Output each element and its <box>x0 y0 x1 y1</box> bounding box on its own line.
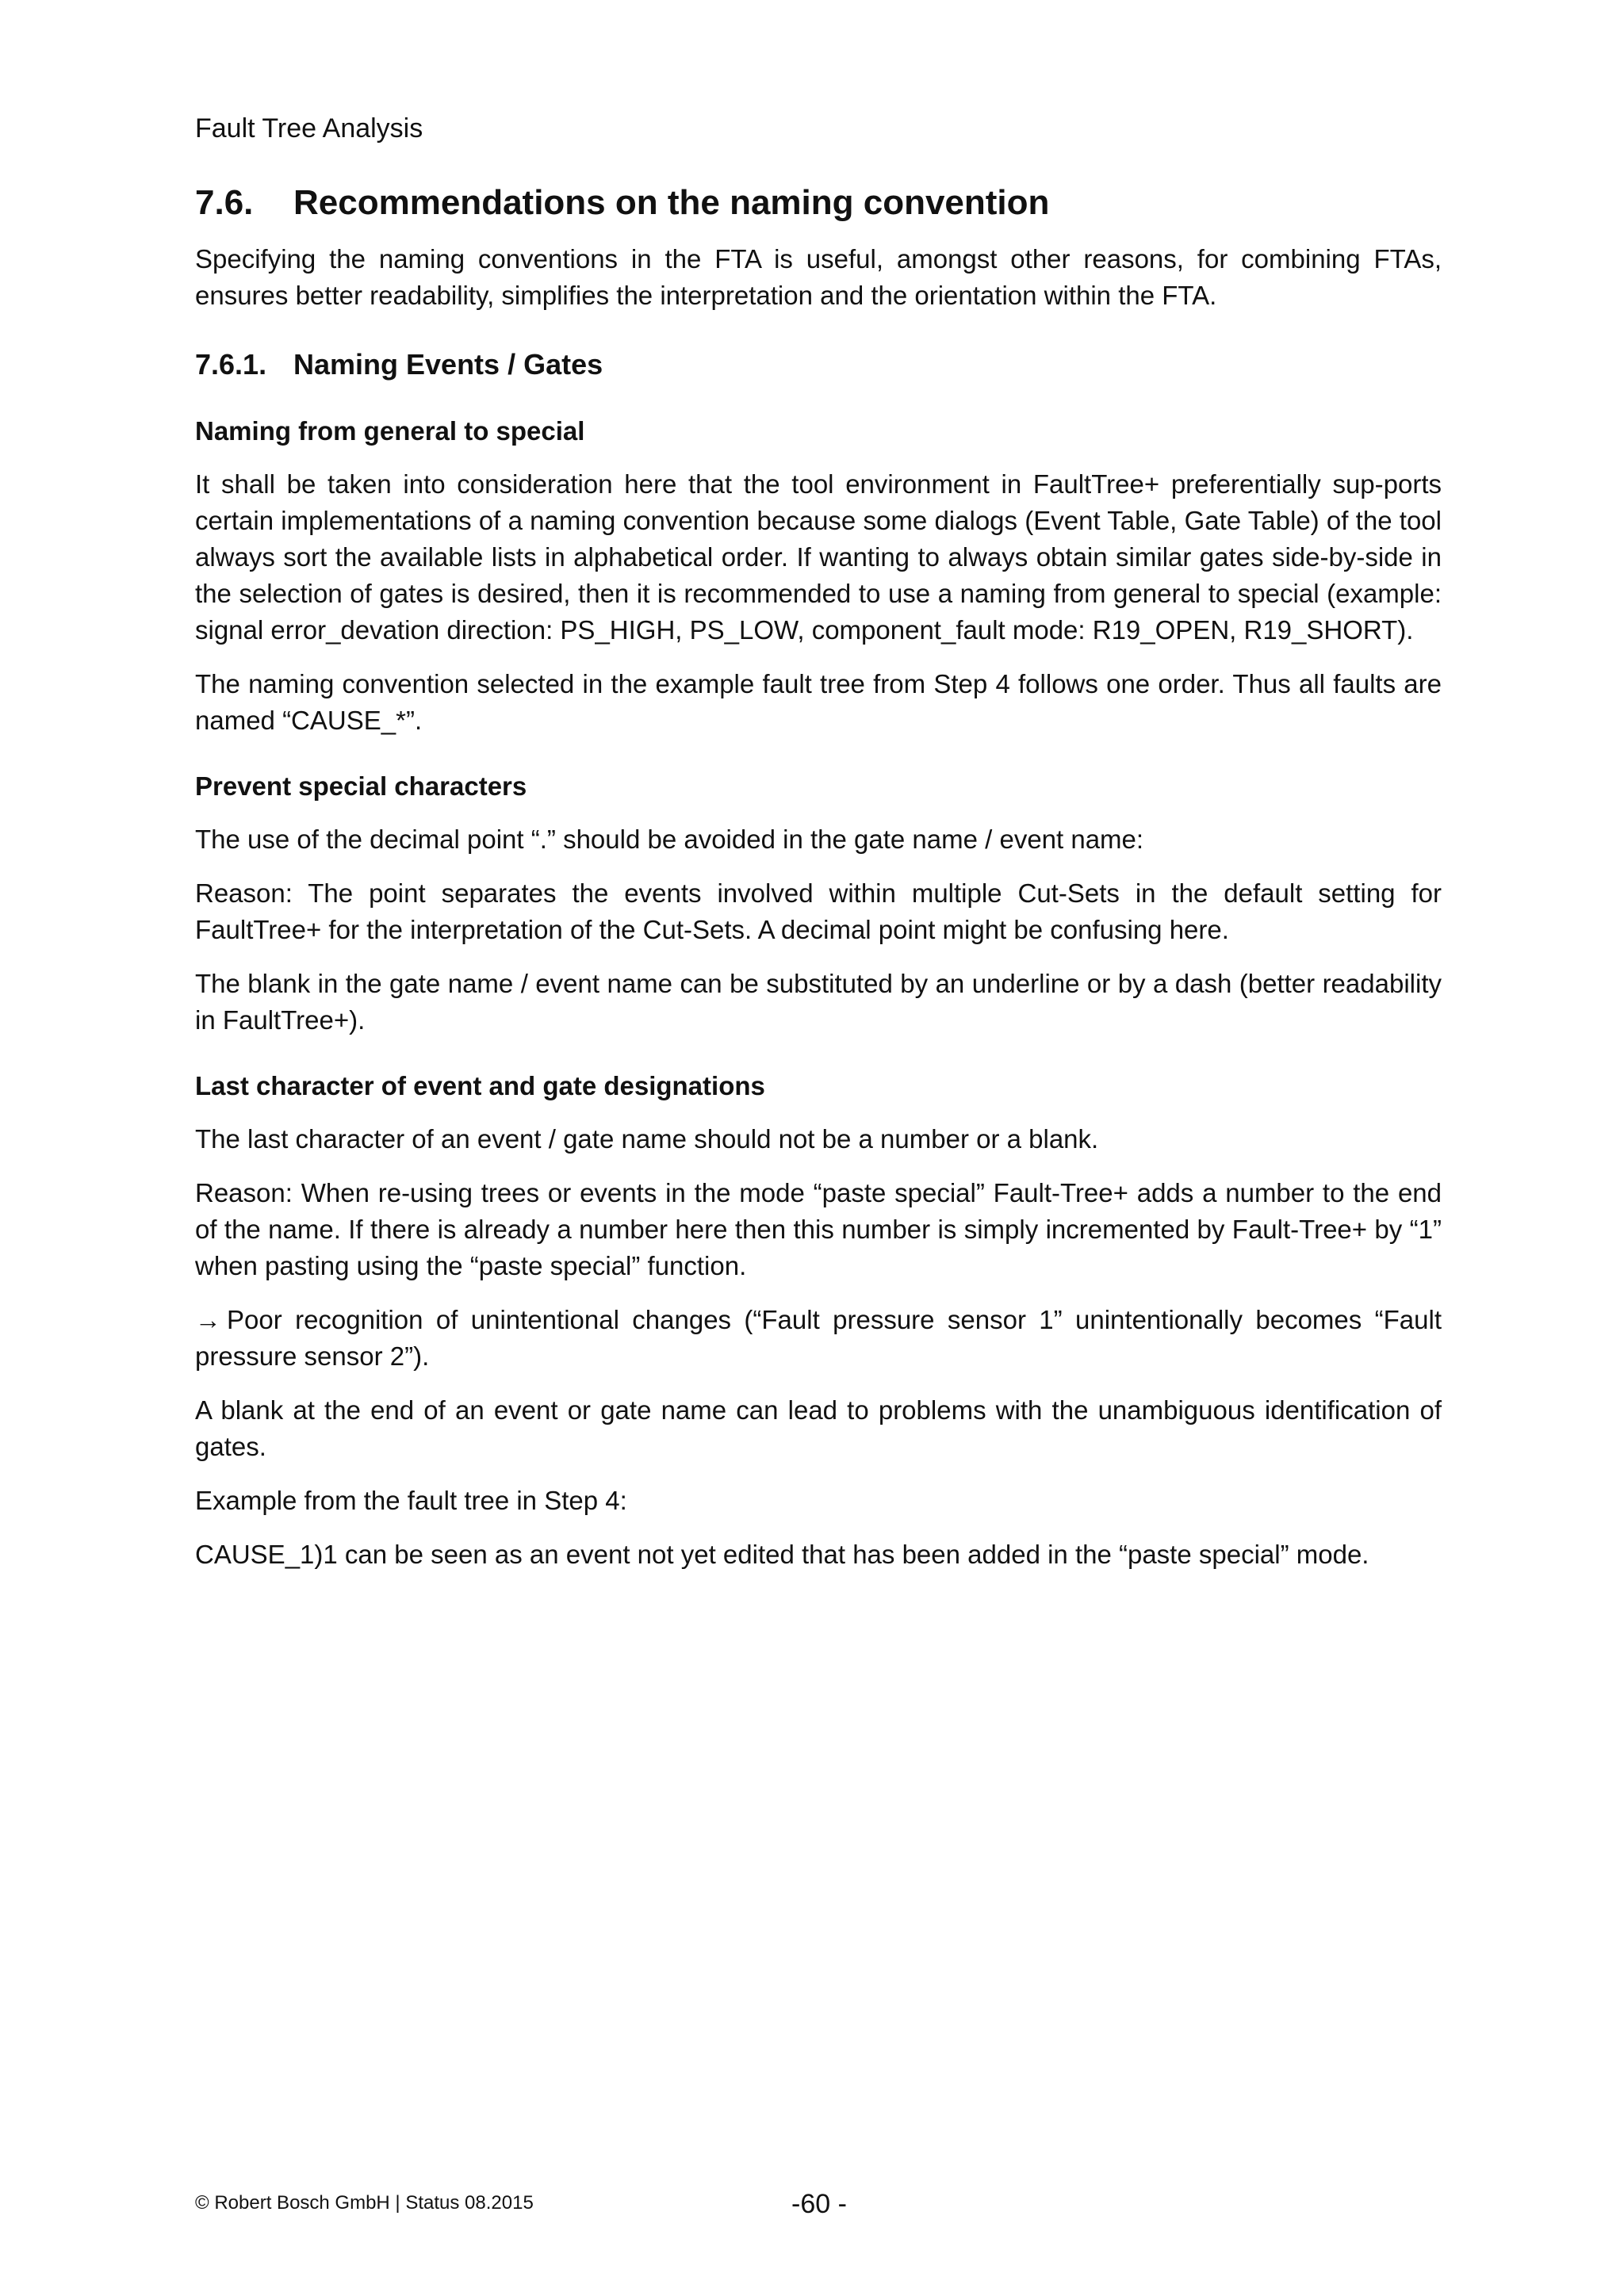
section-title: Recommendations on the naming convention <box>293 183 1050 222</box>
paragraph-arrow <box>195 1302 1442 1375</box>
paragraph: Reason: When re-using trees or events in the mode “paste special” Fault-Tree+ adds a number to the end of the name. If there is already a number here then this number is simply incremented by Fault-Tree+ by “1” when pasting using the “paste special” function. <box>195 1178 1442 1280</box>
page-footer <box>195 2188 1442 2228</box>
section-intro: Specifying the naming conventions in the FTA is useful, amongst other reasons, for combining FTAs, ensures better readability, simplifies the interpretation and the orientation within the FTA. <box>195 244 1442 310</box>
document-page <box>195 111 1442 1590</box>
paragraph: The naming convention selected in the example fault tree from Step 4 follows one order. Thus all faults are named “CAUSE_*”. <box>195 669 1442 735</box>
subsection-title: Naming Events / Gates <box>293 348 603 381</box>
arrow-right-icon: → <box>195 1305 221 1334</box>
heading-special-characters: Prevent special characters <box>195 771 527 801</box>
paragraph: Example from the fault tree in Step 4: <box>195 1486 627 1515</box>
section-number: 7.6. <box>195 183 254 222</box>
page-number: -60 - <box>791 2189 847 2219</box>
paragraph: The last character of an event / gate name should not be a number or a blank. <box>195 1124 1099 1154</box>
footer-copyright: © Robert Bosch GmbH | Status 08.2015 <box>195 2192 534 2214</box>
section-heading <box>195 181 1442 225</box>
paragraph: Reason: The point separates the events involved within multiple Cut-Sets in the default setting for FaultTree+ for the interpretation of the Cut-Sets. A decimal point might be confusing here. <box>195 878 1442 944</box>
paragraph: It shall be taken into consideration here that the tool environment in FaultTree+ preferentially sup-ports certain implementations of a naming convention because some dialogs (Event Table, Gate Table) of the tool always sort the available lists in alphabetical order. If wanting to always obtain similar gates side-by-side in the selection of gates is desired, then it is recommended to use a naming from general to special (example: signal error_devation direction: PS_HIGH, PS_LOW, component_fault mode: R19_OPEN, R19_SHORT). <box>195 469 1442 645</box>
running-header: Fault Tree Analysis <box>195 113 423 144</box>
subsection-number: 7.6.1. <box>195 348 267 381</box>
arrow-paragraph-text: Poor recognition of unintentional changes (“Fault pressure sensor 1” unintentionally becomes “Fault pressure sensor 2”). <box>195 1305 1442 1371</box>
paragraph: A blank at the end of an event or gate name can lead to problems with the unambiguous identification of gates. <box>195 1395 1442 1461</box>
paragraph: The blank in the gate name / event name can be substituted by an underline or by a dash (better readability in FaultTree+). <box>195 969 1442 1035</box>
heading-last-character: Last character of event and gate designations <box>195 1071 765 1100</box>
subsection-heading <box>195 346 1442 384</box>
paragraph: The use of the decimal point “.” should be avoided in the gate name / event name: <box>195 825 1144 854</box>
paragraph: CAUSE_1)1 can be seen as an event not yet edited that has been added in the “paste special” mode. <box>195 1540 1369 1569</box>
heading-general-to-special: Naming from general to special <box>195 416 585 446</box>
